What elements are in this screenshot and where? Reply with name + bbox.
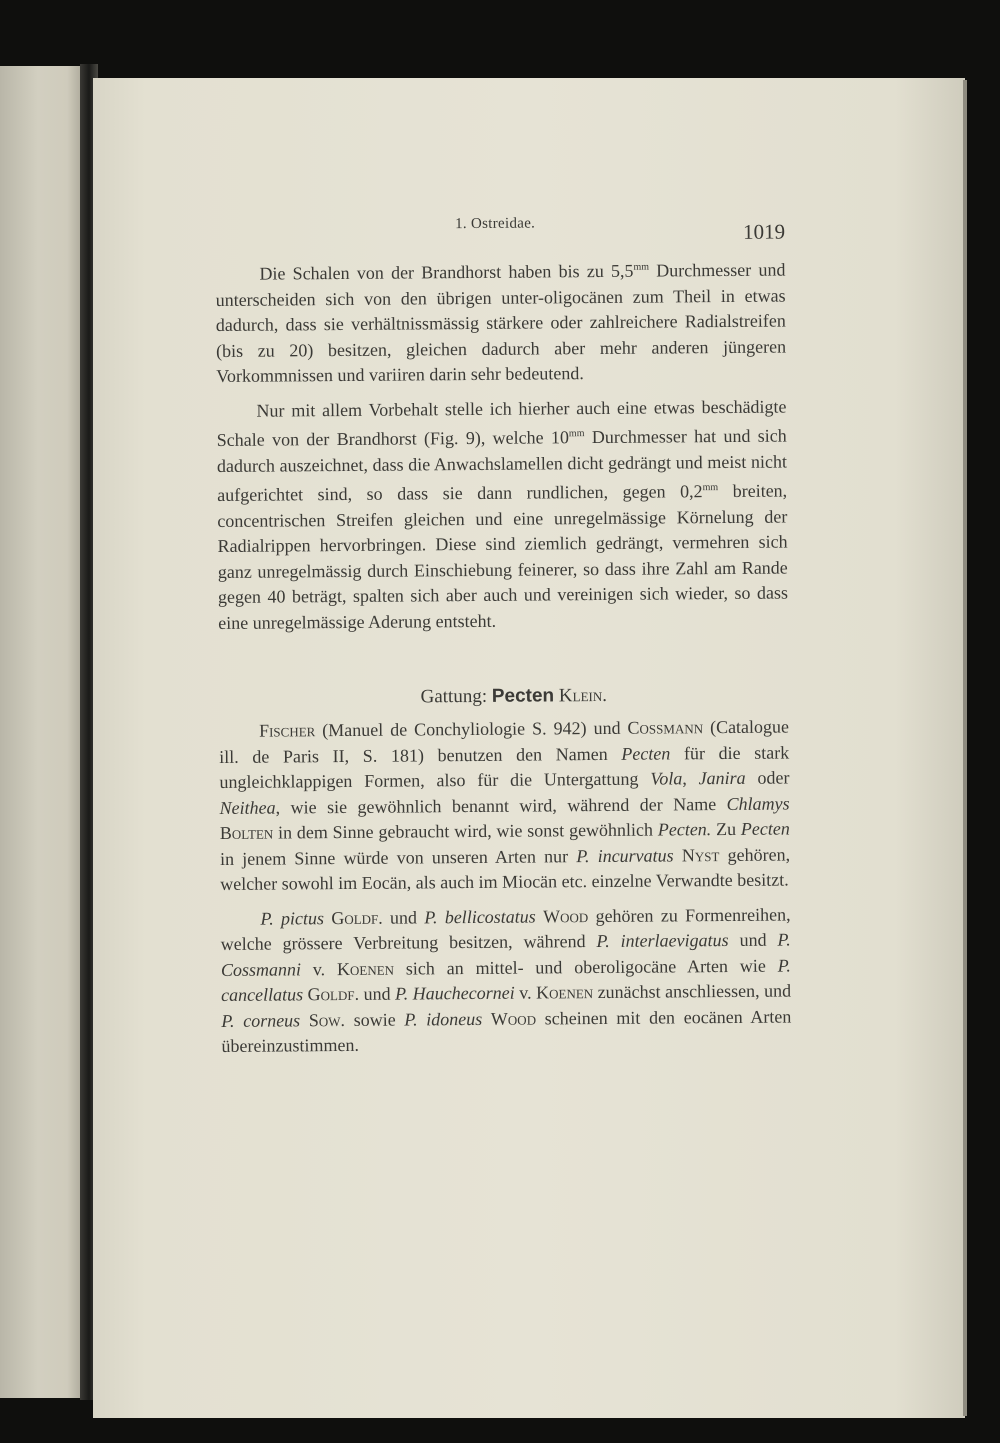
text-run: zunächst anschliessen, und bbox=[593, 980, 792, 1003]
text-run: , bbox=[682, 768, 699, 789]
text-run: Durchmesser und unterscheiden sich von den übrigen unter-oligocänen zum Theil in etwas dadurch, dass sie verhältnissmässig stärkere oder zahlreichere Radialstreifen (bis zu 20) besitzen, gleichen dadurch aber mehr anderen jüngeren Vorkommnissen und variiren darin sehr bedeutend. bbox=[215, 259, 787, 386]
taxon-name: P. pictus bbox=[260, 907, 325, 929]
text-run: und bbox=[728, 929, 778, 950]
unit-mm: mm bbox=[633, 261, 650, 273]
author-name: Goldf. bbox=[307, 983, 360, 1005]
text-run: v. bbox=[514, 982, 537, 1003]
text-run: sich an mittel- und oberoligocäne Arten wie bbox=[393, 955, 778, 979]
text-run: Durchmesser hat und sich dadurch auszeichnet, dass die Anwachslamellen dicht gedrängt und meist nicht aufgerichtet sind, so dass sie dann rundlichen, gegen 0,2 bbox=[216, 425, 788, 505]
text-run: und bbox=[382, 906, 425, 928]
taxon-name: Vola bbox=[650, 768, 683, 789]
taxon-name: Chlamys bbox=[726, 793, 790, 814]
author-name: Cossmann bbox=[627, 717, 704, 738]
author-name: Wood bbox=[542, 905, 589, 926]
author-name: Goldf. bbox=[331, 907, 383, 928]
page-edge-shadow bbox=[963, 80, 967, 1416]
author-name: Koenen bbox=[536, 982, 594, 1003]
unit-mm: mm bbox=[568, 428, 585, 440]
taxon-name: Pecten bbox=[621, 742, 671, 764]
text-run: für die stark ungleichklappigen Formen, also für die Untergattung bbox=[219, 742, 790, 792]
taxon-name: P. bellicostatus bbox=[424, 906, 536, 927]
taxon-name: Pecten bbox=[740, 818, 790, 839]
text-run bbox=[674, 845, 682, 865]
section-heading-pecten bbox=[219, 684, 789, 710]
text-run: scheinen mit den eocänen Arten übereinzustimmen. bbox=[221, 1005, 792, 1056]
paragraph-damaged-shell bbox=[216, 394, 788, 636]
taxon-name: P. cancellatus bbox=[221, 955, 791, 1005]
paragraph-classification bbox=[219, 715, 790, 898]
author-name: Wood bbox=[490, 1008, 537, 1029]
paragraph-brandhorst-shells bbox=[215, 254, 786, 390]
text-run: gehören, welcher sowohl im Eocän, als auch im Miocän etc. einzelne Verwandte besitzt. bbox=[220, 844, 791, 894]
text-run: breiten, concentrischen Streifen gleichen und eine unregelmässige Körnelung der Radialrippen hervorbringen. Diese sind ziemlich gedrängt, vermehren sich ganz unregelmässig durch Einschiebung feinerer, so dass ihre Zahl am Rande gegen 40 beträgt, spalten sich aber auch und vereinigen sich wieder, so dass eine unregelmässige Aderung entsteht. bbox=[217, 480, 789, 633]
taxon-name: Janira bbox=[698, 767, 746, 789]
text-run: in dem Sinne gebraucht wird, wie sonst gewöhnlich bbox=[273, 819, 658, 843]
text-run: Nur mit allem Vorbehalt stelle ich hierher auch eine etwas beschädigte Schale von der Brandhorst (Fig. 9), welche 10 bbox=[216, 396, 787, 450]
text-run: Die Schalen von der Brandhorst haben bis zu 5,5 bbox=[259, 260, 634, 284]
left-page-edge bbox=[0, 66, 84, 1398]
heading-genus: Pecten bbox=[491, 685, 555, 707]
author-name: Sow. bbox=[308, 1009, 346, 1030]
text-run: sowie bbox=[344, 1009, 405, 1030]
author-name: Fischer bbox=[258, 720, 316, 741]
running-header bbox=[215, 214, 785, 254]
text-run: Zu bbox=[711, 818, 741, 840]
text-run: , wie sie gewöhnlich benannt wird, während der Name bbox=[275, 793, 727, 818]
paragraph-species-relations bbox=[220, 902, 791, 1059]
page-number: 1019 bbox=[743, 219, 786, 244]
text-run bbox=[482, 1008, 491, 1028]
taxon-name: P. Hauchecornei bbox=[395, 982, 515, 1004]
author-name: Bolten bbox=[219, 822, 274, 843]
page-text bbox=[215, 214, 792, 1060]
running-title: 1. Ostreidae. bbox=[454, 215, 536, 233]
taxon-name: P. corneus bbox=[221, 1009, 301, 1031]
text-run: gehören zu Formenreihen, welche grössere Verbreitung besitzen, während bbox=[220, 904, 791, 954]
taxon-name: P. incurvatus bbox=[576, 844, 674, 866]
taxon-name: P. Cossmanni bbox=[220, 929, 791, 980]
text-run: (Manuel de Conchyliologie S. 942) und bbox=[315, 717, 628, 741]
taxon-name: Neithea bbox=[219, 797, 276, 818]
text-run: v. bbox=[300, 958, 338, 979]
text-run: (Catalogue ill. de Paris II, S. 181) benutzen den Namen bbox=[219, 716, 790, 767]
text-run bbox=[300, 1010, 309, 1030]
taxon-name: P. interlaevigatus bbox=[596, 929, 729, 952]
text-run: oder bbox=[745, 767, 790, 788]
heading-prefix: Gattung: bbox=[420, 685, 492, 708]
text-run: und bbox=[358, 983, 396, 1004]
heading-author: Klein. bbox=[558, 684, 608, 707]
author-name: Koenen bbox=[336, 958, 395, 979]
taxon-name: P. idoneus bbox=[404, 1008, 483, 1030]
taxon-name: Pecten. bbox=[657, 819, 712, 840]
author-name: Nyst bbox=[681, 844, 720, 865]
unit-mm: mm bbox=[702, 482, 719, 494]
text-run: in jenem Sinne würde von unseren Arten nur bbox=[219, 845, 577, 869]
